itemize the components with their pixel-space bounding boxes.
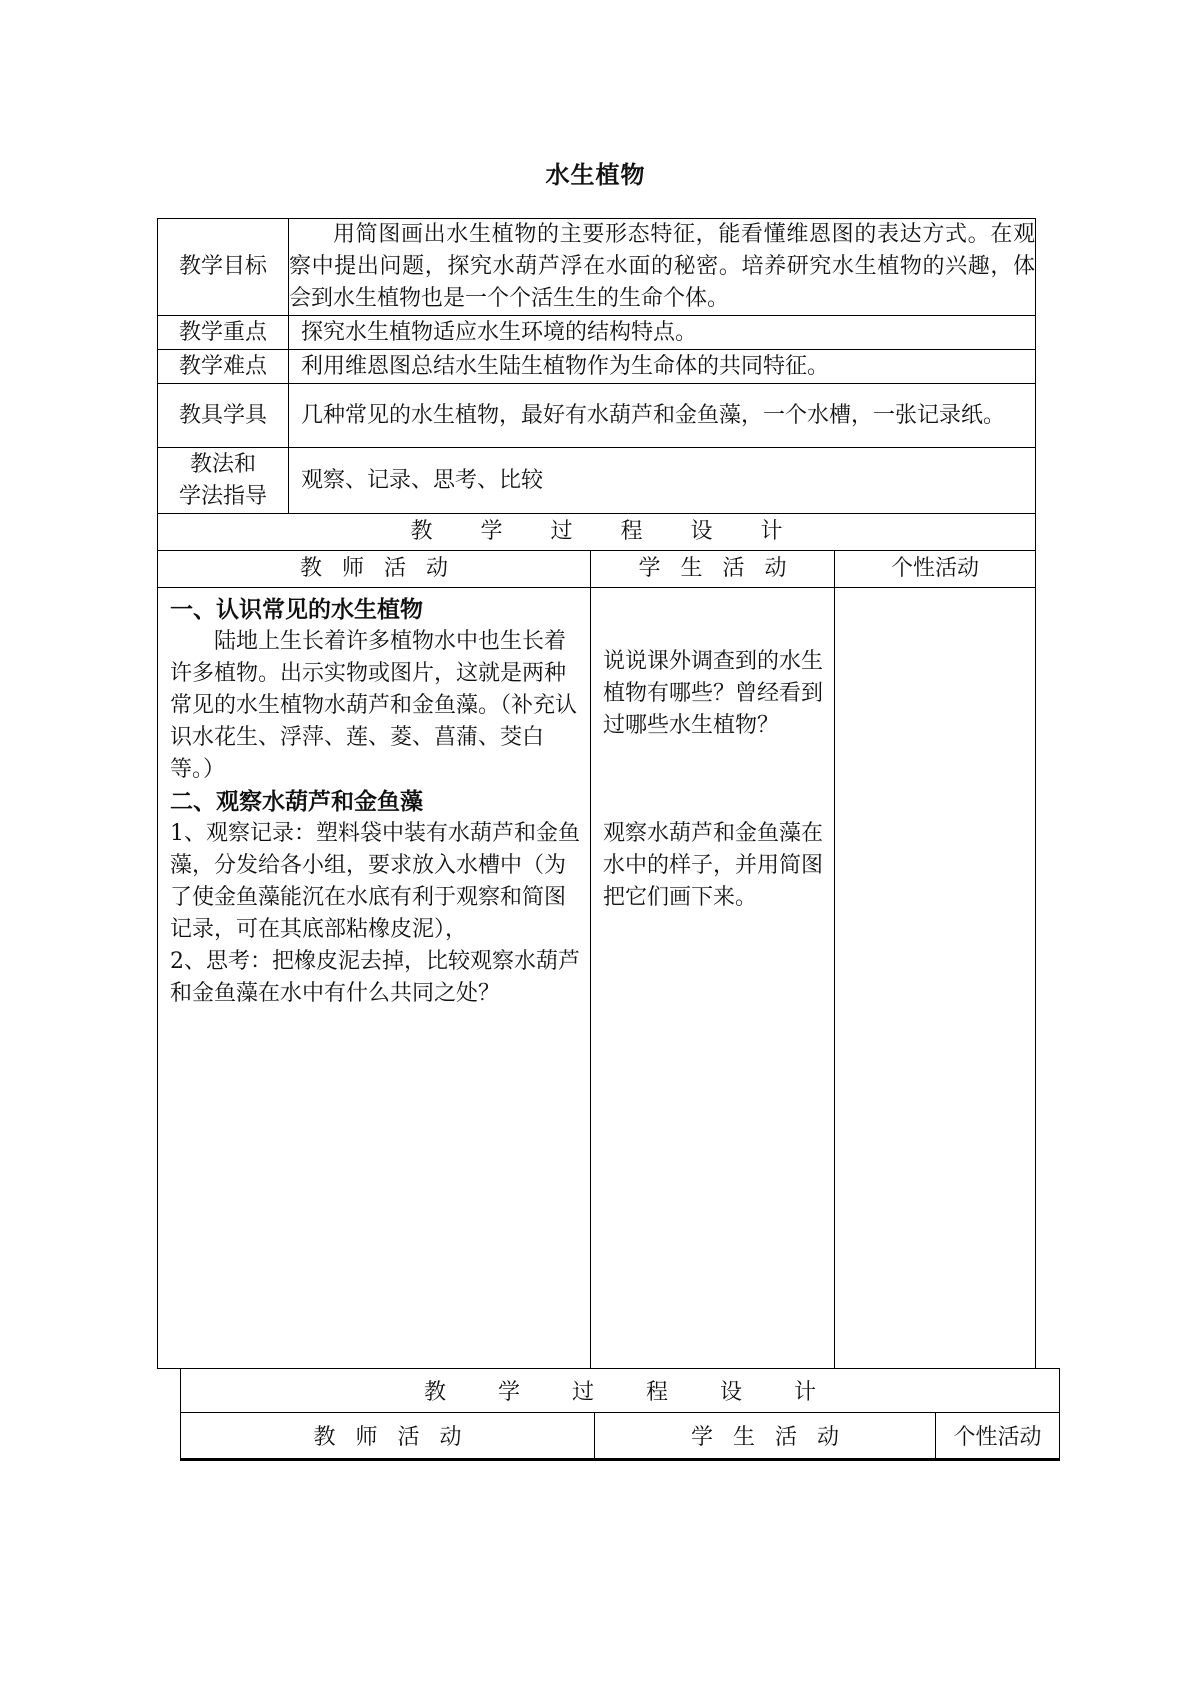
value-teaching-aids: 几种常见的水生植物，最好有水葫芦和金鱼藻，一个水槽，一张记录纸。	[289, 384, 1036, 448]
student-activity-cell	[591, 588, 835, 1369]
header-char: 生	[680, 556, 703, 581]
header-char: 活	[722, 556, 745, 581]
teacher-activity-cell	[158, 588, 591, 1369]
process-char: 程	[620, 519, 643, 544]
process-char: 学	[480, 519, 503, 544]
header-individual-activity: 个性活动	[835, 551, 1036, 588]
label-teaching-goal: 教学目标	[158, 219, 289, 316]
header-char: 活	[775, 1425, 798, 1450]
value-difficulty: 利用维恩图总结水生陆生植物作为生命体的共同特征。	[289, 350, 1036, 384]
process-char: 教	[423, 1380, 446, 1405]
header-char: 师	[355, 1425, 378, 1450]
process-char: 设	[720, 1380, 743, 1405]
row-key-point	[158, 316, 1036, 350]
continuation-process-title	[181, 1369, 1060, 1413]
header-char: 教	[313, 1425, 336, 1450]
process-char: 程	[646, 1380, 669, 1405]
header-char: 动	[817, 1425, 840, 1450]
teacher-paragraph-1: 陆地上生长着许多植物水中也生长着许多植物。出示实物或图片，这就是两种常见的水生植物水葫芦和金鱼藻。（补充认识水花生、浮萍、莲、菱、菖蒲、茭白等。）	[170, 629, 578, 782]
page-title: 水生植物	[545, 160, 646, 189]
process-char: 计	[794, 1380, 817, 1405]
header-char: 动	[426, 556, 449, 581]
label-teaching-aids: 教具学具	[158, 384, 289, 448]
header-char: 动	[439, 1425, 462, 1450]
teacher-heading-1: 一、认识常见的水生植物	[170, 597, 423, 623]
continuation-header-teacher	[181, 1413, 595, 1460]
row-process-title	[158, 514, 1036, 551]
header-char: 学	[690, 1425, 713, 1450]
process-char: 设	[690, 519, 713, 544]
student-paragraph-2: 观察水葫芦和金鱼藻在水中的样子，并用简图把它们画下来。	[603, 821, 824, 910]
row-teaching-aids	[158, 384, 1036, 448]
individual-activity-cell	[835, 588, 1036, 1369]
value-key-point: 探究水生植物适应水生环境的结构特点。	[289, 316, 1036, 350]
label-method-line1: 教法和	[189, 451, 256, 477]
process-char: 学	[497, 1380, 520, 1405]
label-key-point: 教学重点	[158, 316, 289, 350]
header-char: 师	[341, 556, 364, 581]
header-char: 活	[397, 1425, 420, 1450]
row-activities	[158, 588, 1036, 1369]
label-difficulty: 教学难点	[158, 350, 289, 384]
value-teaching-goal: 用简图画出水生植物的主要形态特征，能看懂维恩图的表达方式。在观察中提出问题，探究水葫芦浮在水面的秘密。培养研究水生植物的兴趣，体会到水生植物也是一个个活生生的生命个体。	[289, 219, 1036, 316]
teacher-paragraph-2: 1、观察记录：塑料袋中装有水葫芦和金鱼藻，分发给各小组，要求放入水槽中（为了使金鱼藻能沉在水底有利于观察和简图记录，可在其底部粘橡皮泥），	[170, 821, 580, 942]
teacher-paragraph-3: 2、思考：把橡皮泥去掉，比较观察水葫芦和金鱼藻在水中有什么共同之处？	[170, 949, 580, 1006]
row-teaching-goal	[158, 219, 1036, 316]
teacher-heading-2: 二、观察水葫芦和金鱼藻	[170, 789, 423, 815]
continuation-header-student	[595, 1413, 936, 1460]
row-difficulty	[158, 350, 1036, 384]
label-method-line2: 学法指导	[178, 483, 267, 509]
lesson-plan-table	[157, 218, 1036, 1369]
header-char: 生	[732, 1425, 755, 1450]
process-char: 过	[550, 519, 573, 544]
header-char: 学	[638, 556, 661, 581]
header-char: 教	[299, 556, 322, 581]
continuation-title-row	[181, 1369, 1060, 1413]
label-method	[158, 448, 289, 514]
process-char: 教	[410, 519, 433, 544]
header-teacher-activity	[158, 551, 591, 588]
header-char: 动	[764, 556, 787, 581]
row-method	[158, 448, 1036, 514]
continuation-header-row	[181, 1413, 1060, 1460]
process-design-title	[158, 514, 1036, 551]
header-char: 活	[384, 556, 407, 581]
continuation-header-individual: 个性活动	[936, 1413, 1060, 1460]
value-method: 观察、记录、思考、比较	[289, 448, 1036, 514]
process-char: 过	[571, 1380, 594, 1405]
process-char: 计	[760, 519, 783, 544]
row-column-headers	[158, 551, 1036, 588]
header-student-activity	[591, 551, 835, 588]
student-paragraph-1: 说说课外调查到的水生植物有哪些？曾经看到过哪些水生植物？	[603, 649, 824, 738]
continuation-table	[180, 1368, 1060, 1461]
